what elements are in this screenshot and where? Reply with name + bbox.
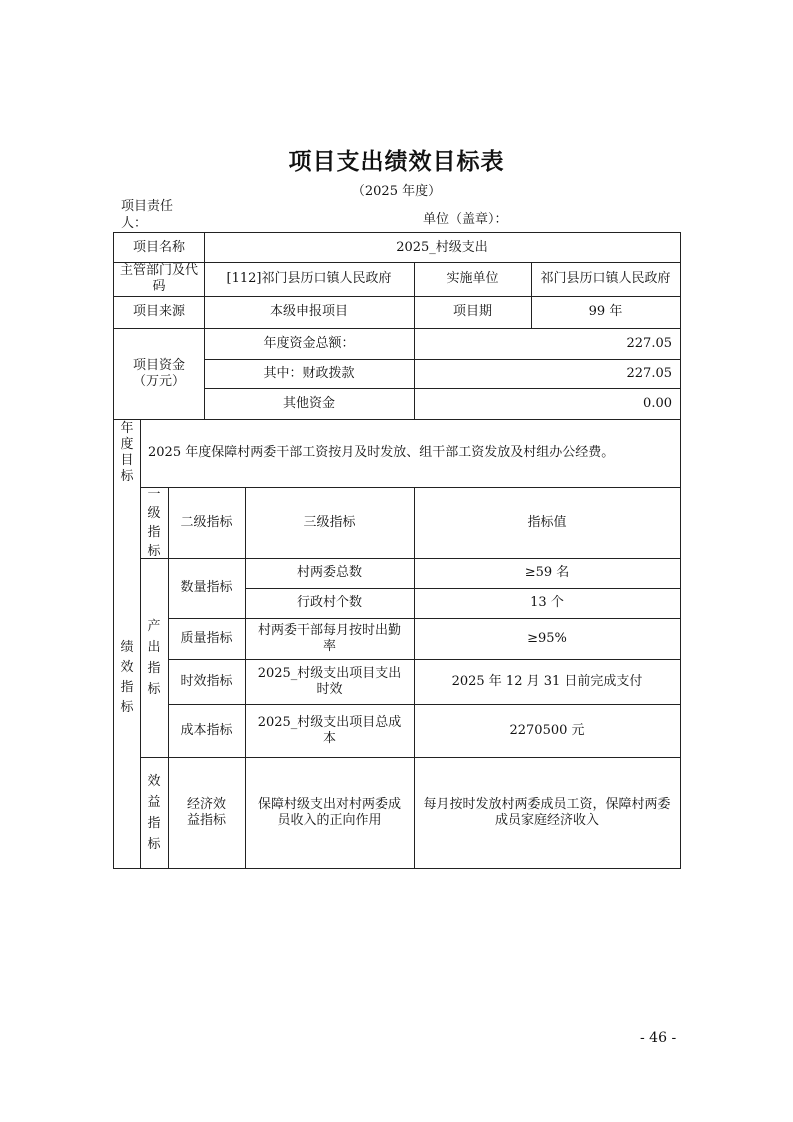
unit-seal-label: 单位（盖章）： [423, 212, 508, 227]
project-funds-label: 项目资金（万元） [132, 357, 185, 389]
annual-goal-label: 年度目标 [120, 421, 134, 484]
annual-total-label: 年度资金总额： [263, 335, 355, 351]
cost-indicator-label: 成本指标 [180, 722, 233, 738]
performance-goal-table [113, 232, 681, 869]
quantity-indicator-label: 数量指标 [180, 580, 233, 595]
output-indicator-label: 产出指标 [147, 618, 161, 697]
other-funds-value: 0.00 [643, 395, 672, 411]
admin-village-count-value: 13 个 [530, 595, 564, 610]
page-title: 项目支出绩效目标表 [288, 148, 505, 175]
fiscal-allocation-label: 其中：财政拨款 [263, 365, 355, 381]
income-effect-label: 保障村级支出对村两委成员收入的正向作用 [257, 796, 401, 828]
economic-benefit-label: 经济效益指标 [186, 796, 226, 828]
total-cost-label: 2025_村级支出项目总成本 [257, 714, 402, 746]
payment-timeliness-label: 2025_村级支出项目支出时效 [257, 665, 402, 697]
fiscal-year-subtitle: （2025 年度） [351, 184, 442, 199]
admin-village-count-label: 行政村个数 [296, 595, 362, 610]
other-funds-label: 其他资金 [282, 395, 335, 411]
village-committee-total-label: 村两委总数 [296, 565, 362, 580]
project-period-value: 99 年 [588, 304, 623, 319]
project-name-value: 2025_村级支出 [396, 239, 488, 255]
level3-header: 三级指标 [303, 514, 356, 530]
responsible-person-label: 项目责任人： [121, 199, 174, 231]
annual-total-value: 227.05 [626, 335, 672, 351]
village-committee-total-value: ≥59 名 [524, 565, 570, 580]
project-source-label: 项目来源 [132, 304, 185, 319]
implementing-unit-label: 实施单位 [446, 271, 499, 286]
quality-indicator-label: 质量指标 [180, 630, 233, 646]
timeliness-indicator-label: 时效指标 [180, 673, 233, 689]
implementing-unit-value: 祁门县历口镇人民政府 [540, 271, 671, 286]
attendance-rate-value: ≥95% [527, 630, 567, 646]
fiscal-allocation-value: 227.05 [626, 365, 672, 381]
attendance-rate-label: 村两委干部每月按时出勤率 [257, 622, 401, 654]
project-period-label: 项目期 [452, 304, 492, 319]
performance-indicator-label: 绩效指标 [120, 639, 134, 715]
level2-header: 二级指标 [180, 514, 233, 530]
department-value: [112]祁门县历口镇人民政府 [226, 271, 392, 286]
project-source-value: 本级申报项目 [269, 304, 348, 319]
indicator-value-header: 指标值 [527, 514, 567, 530]
income-effect-value: 每月按时发放村两委成员工资，保障村两委成员家庭经济收入 [423, 796, 671, 828]
total-cost-value: 2270500 元 [509, 722, 585, 738]
payment-timeliness-value: 2025 年 12 月 31 日前完成支付 [451, 673, 643, 689]
annual-goal-text: 2025 年度保障村两委干部工资按月及时发放、组干部工资发放及村组办公经费。 [148, 445, 615, 460]
page-number: - 46 - [640, 1030, 677, 1046]
project-name-label: 项目名称 [132, 239, 185, 255]
department-label: 主管部门及代码 [120, 263, 199, 294]
level1-header: 一级指标 [147, 486, 161, 559]
benefit-indicator-label: 效益指标 [147, 773, 161, 852]
